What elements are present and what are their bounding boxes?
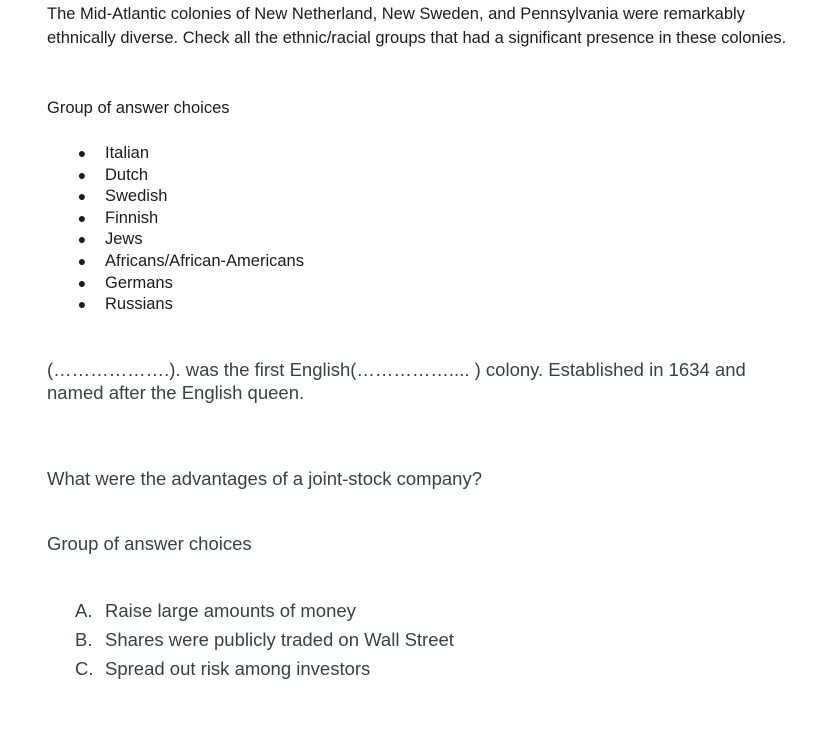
question-1-choices	[75, 143, 304, 316]
choice-letter: A.	[75, 600, 93, 621]
choice-label: Africans/African-Americans	[105, 251, 304, 270]
bullet-icon: ●	[77, 296, 87, 313]
bullet-icon: ●	[77, 209, 87, 226]
bullet-icon: ●	[77, 274, 87, 291]
choice-label: Italian	[105, 144, 150, 162]
question-3-text: What were the advantages of a joint-stock company?	[47, 468, 482, 489]
bullet-icon: ●	[77, 252, 87, 269]
choice-item[interactable]	[75, 208, 304, 230]
question-3-group-label: Group of answer choices	[47, 533, 252, 554]
bullet-icon: ●	[77, 145, 87, 161]
choice-label: Germans	[105, 273, 173, 292]
answer-choice-a[interactable]	[75, 596, 454, 625]
choice-item[interactable]	[75, 165, 304, 187]
choice-label: Spread out risk among investors	[105, 658, 371, 679]
choice-label: Jews	[105, 230, 143, 249]
question-3-choices	[75, 596, 454, 683]
choice-item[interactable]	[75, 273, 304, 295]
bullet-icon: ●	[77, 188, 87, 205]
bullet-icon: ●	[77, 166, 87, 183]
choice-label: Finnish	[105, 208, 159, 227]
choice-label: Shares were publicly traded on Wall Street	[105, 629, 454, 650]
answer-choice-b[interactable]	[75, 625, 454, 654]
choice-item[interactable]	[75, 229, 304, 251]
choice-label: Raise large amounts of money	[105, 600, 356, 621]
choice-item[interactable]	[75, 294, 304, 316]
choice-item[interactable]	[75, 251, 304, 273]
choice-letter: B.	[75, 629, 93, 650]
question-1-text: The Mid-Atlantic colonies of New Netherland, New Sweden, and Pennsylvania were remarkably ethnically diverse. Check all the ethnic/racial groups that had a significant presence in these colonies.	[47, 5, 787, 47]
answer-choice-c[interactable]	[75, 654, 454, 683]
choice-letter: C.	[75, 658, 94, 679]
question-1-group-label: Group of answer choices	[47, 99, 230, 117]
choice-item[interactable]	[75, 186, 304, 208]
choice-label: Swedish	[105, 187, 168, 206]
choice-item[interactable]	[75, 143, 304, 165]
question-2-text: (……………….). was the first English(…………….... ) colony. Established in 1634 and named after the English queen.	[47, 359, 746, 403]
choice-label: Russians	[105, 295, 173, 314]
choice-label: Dutch	[105, 165, 149, 184]
bullet-icon: ●	[77, 231, 87, 248]
